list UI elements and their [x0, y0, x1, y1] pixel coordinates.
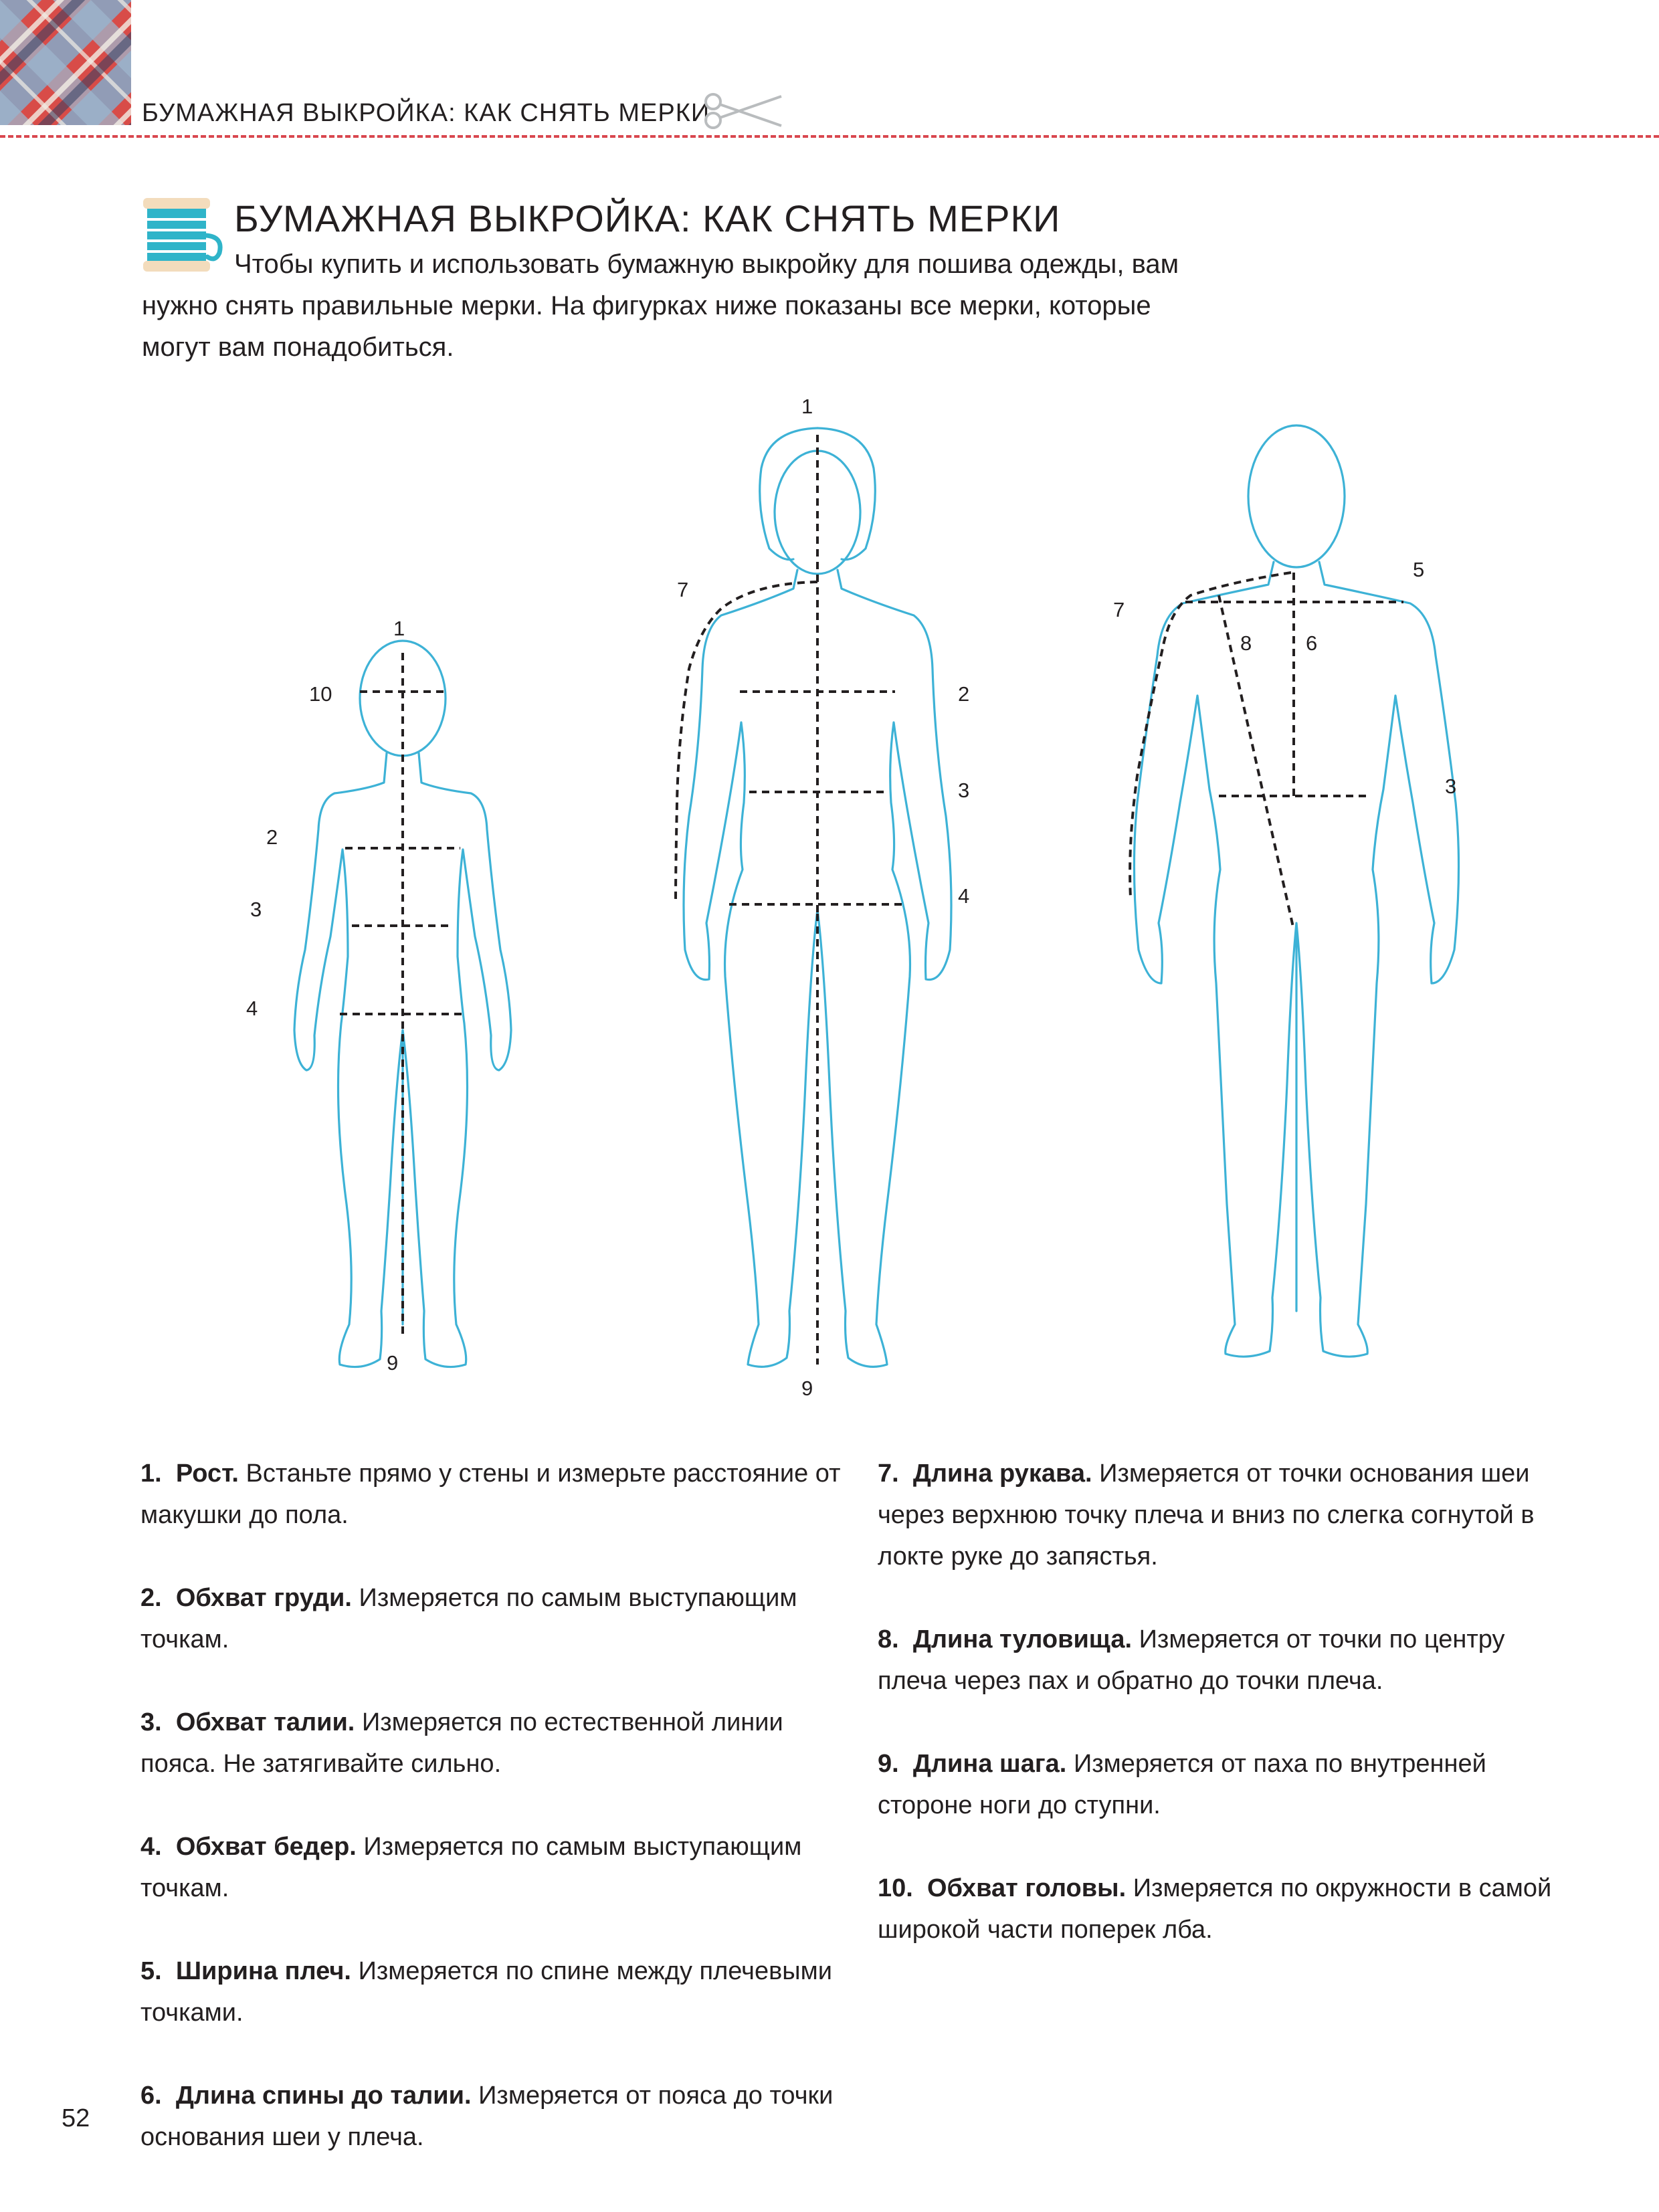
measurement-term: Длина шага.: [912, 1750, 1067, 1778]
measurement-number: 7.: [878, 1460, 899, 1488]
back-label-7: 7: [1113, 598, 1125, 621]
measurement-item: [140, 1453, 843, 1536]
measurement-figures: [0, 375, 1659, 1418]
measurement-number: 6.: [140, 2082, 162, 2110]
woman-label-2: 2: [958, 682, 970, 706]
measurement-term: Обхват груди.: [175, 1584, 352, 1612]
measurement-text: Измеряется от точки по центру плеча через пах и обратно до точки плеча.: [878, 1625, 1505, 1695]
scissors-icon: [701, 87, 795, 134]
child-label-1: 1: [393, 617, 405, 640]
measurement-term: Обхват головы.: [926, 1874, 1127, 1902]
measurement-text: Измеряется от паха по внутренней стороне ноги до ступни.: [878, 1750, 1486, 1819]
measurement-item: [878, 1868, 1580, 1950]
page-number: 52: [62, 2104, 90, 2132]
measurement-text: Измеряется от точки основания шеи через верхнюю точку плеча и вниз по слегка согнутой в локте руке до запястья.: [878, 1460, 1535, 1571]
measurement-text: Измеряется по окружности в самой широкой части поперек лба.: [878, 1874, 1552, 1944]
woman-label-4: 4: [958, 884, 970, 908]
measurement-number: 9.: [878, 1750, 899, 1778]
back-label-8: 8: [1240, 631, 1252, 655]
measurement-number: 4.: [140, 1833, 162, 1861]
back-figure: [1113, 425, 1459, 1356]
measurement-number: 10.: [878, 1874, 913, 1902]
measurement-number: 8.: [878, 1625, 899, 1653]
measurement-item: [140, 2075, 843, 2158]
measurement-number: 5.: [140, 1957, 162, 1985]
intro-paragraph: Чтобы купить и использовать бумажную выкройку для пошива одежды, вам нужно снять правильные мерки. На фигурках ниже показаны все мерки, которые могут вам понадобиться.: [142, 249, 1179, 362]
running-head: БУМАЖНАЯ ВЫКРОЙКА: КАК СНЯТЬ МЕРКИ: [142, 99, 710, 127]
child-label-9: 9: [387, 1351, 399, 1375]
measurement-term: Длина рукава.: [912, 1460, 1092, 1488]
section-title: БУМАЖНАЯ ВЫКРОЙКА: КАК СНЯТЬ МЕРКИ: [234, 197, 1061, 239]
measurement-term: Рост.: [175, 1460, 239, 1488]
measurement-text: Измеряется по самым выступающим точкам.: [140, 1584, 797, 1653]
measurement-number: 1.: [140, 1460, 162, 1488]
child-label-2: 2: [266, 825, 278, 849]
measurement-number: 2.: [140, 1584, 162, 1612]
child-label-4: 4: [246, 997, 258, 1020]
measurement-item: [140, 1950, 843, 2033]
header-divider: [0, 135, 1659, 138]
measurements-column-left: [140, 1453, 843, 2199]
measurement-term: Длина спины до талии.: [175, 2082, 472, 2110]
child-label-3: 3: [250, 898, 262, 921]
measurement-item: [140, 1577, 843, 1660]
back-label-6: 6: [1306, 631, 1318, 655]
back-label-3: 3: [1445, 775, 1457, 798]
measurement-item: [878, 1743, 1580, 1826]
measurement-text: Измеряется по спине между плечевыми точками.: [140, 1957, 832, 2027]
woman-label-3: 3: [958, 779, 970, 802]
measurement-term: Обхват талии.: [175, 1708, 355, 1736]
tartan-fabric-swatch: [0, 0, 131, 125]
measurement-text: Измеряется по естественной линии пояса. Не затягивайте сильно.: [140, 1708, 783, 1778]
measurements-column-right: [878, 1453, 1580, 1992]
woman-figure: [676, 395, 969, 1400]
woman-label-1: 1: [801, 395, 813, 418]
woman-label-7: 7: [677, 578, 689, 601]
measurement-text: Измеряется от пояса до точки основания шеи у плеча.: [140, 2082, 834, 2151]
measurement-item: [140, 1826, 843, 1909]
measurement-item: [878, 1619, 1580, 1702]
measurement-item: [140, 1702, 843, 1785]
measurement-item: [878, 1453, 1580, 1577]
child-figure: [246, 617, 511, 1375]
measurement-term: Обхват бедер.: [175, 1833, 357, 1861]
woman-label-9: 9: [801, 1377, 813, 1400]
measurement-number: 3.: [140, 1708, 162, 1736]
measurement-text: Измеряется по самым выступающим точкам.: [140, 1833, 802, 1902]
measurement-text: Встаньте прямо у стены и измерьте расстояние от макушки до пола.: [140, 1460, 841, 1529]
child-label-10: 10: [309, 682, 332, 706]
measurement-term: Ширина плеч.: [175, 1957, 351, 1985]
back-label-5: 5: [1413, 558, 1425, 581]
measurement-term: Длина туловища.: [912, 1625, 1133, 1653]
